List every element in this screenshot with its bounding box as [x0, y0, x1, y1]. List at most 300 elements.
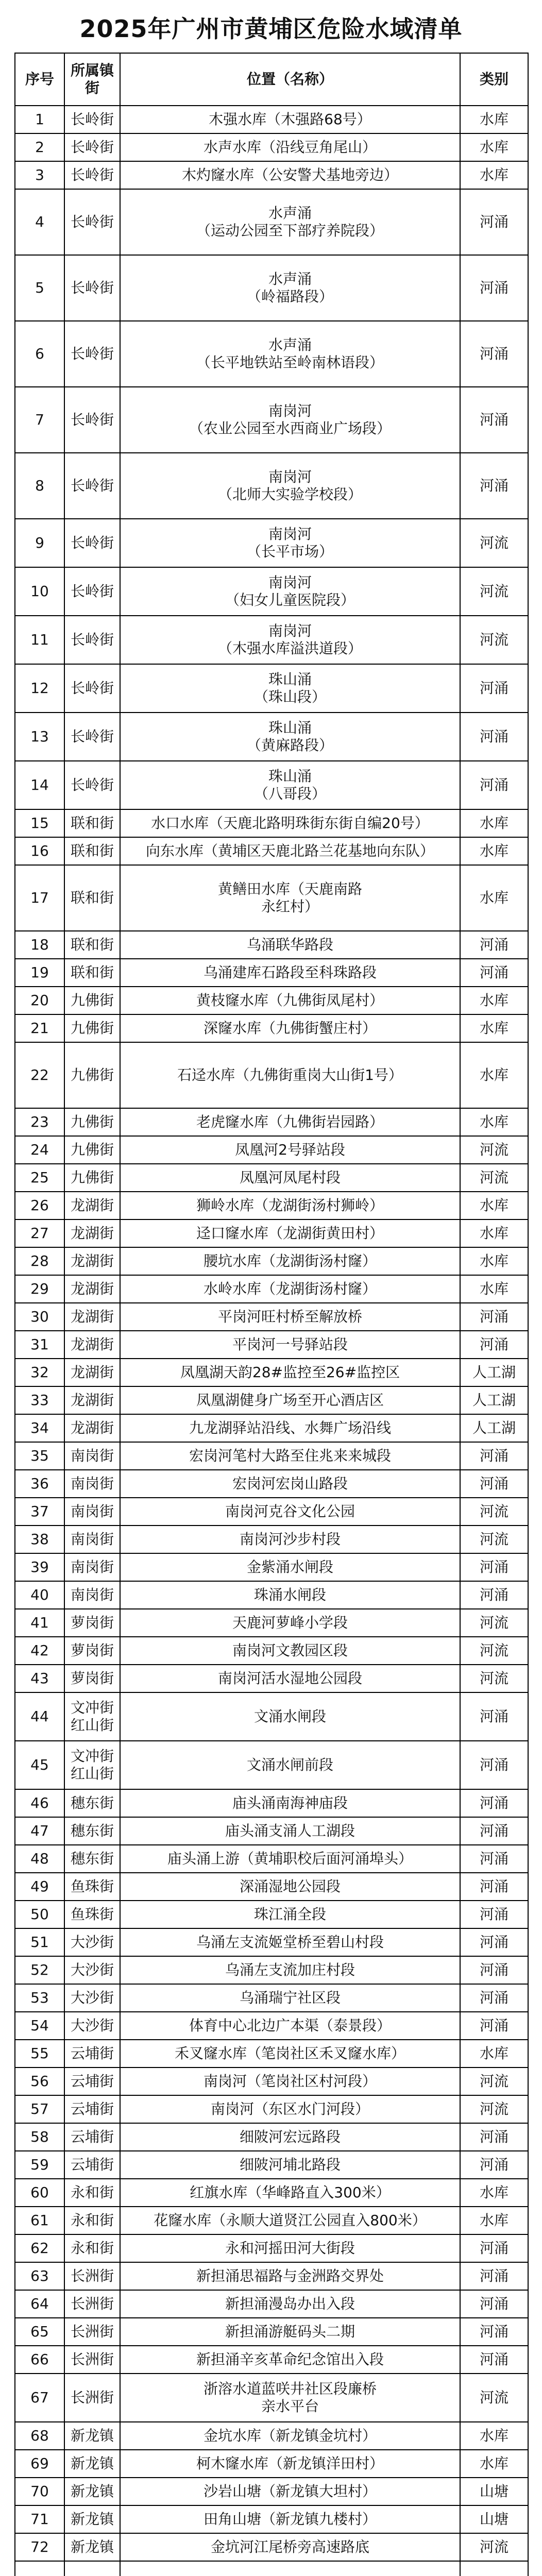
cell-position: [120, 2561, 460, 2576]
cell-category: 河涌: [460, 1956, 528, 1984]
cell-no: 64: [15, 2290, 64, 2318]
table-row: [15, 1741, 528, 1789]
cell-street: 龙湖街: [64, 1414, 120, 1442]
cell-position: 木灼窿水库（公安警犬基地旁边）: [120, 161, 460, 189]
table-row: [15, 809, 528, 837]
cell-category: 河涌: [460, 255, 528, 321]
table-row: [15, 865, 528, 931]
cell-position: 老虎窿水库（九佛街岩园路）: [120, 1108, 460, 1136]
cell-category: 水库: [460, 1192, 528, 1219]
table-row: [15, 2067, 528, 2095]
cell-category: 河涌: [460, 713, 528, 761]
cell-category: 水库: [460, 161, 528, 189]
cell-no: 60: [15, 2179, 64, 2207]
cell-street: 永和街: [64, 2179, 120, 2207]
cell-street: 九佛街: [64, 1108, 120, 1136]
cell-no: 35: [15, 1442, 64, 1470]
cell-street: 穗东街: [64, 1817, 120, 1845]
table-row: [15, 1386, 528, 1414]
table-row: [15, 1470, 528, 1498]
cell-position: 南岗河（笔岗社区村河段）: [120, 2067, 460, 2095]
cell-no: 47: [15, 1817, 64, 1845]
table-row: [15, 2374, 528, 2422]
cell-street: 云埔街: [64, 2040, 120, 2067]
table-row: [15, 1637, 528, 1665]
cell-no: 49: [15, 1873, 64, 1901]
table-row: [15, 255, 528, 321]
cell-no: 43: [15, 1665, 64, 1692]
table-row: [15, 1526, 528, 1553]
table-row: [15, 2478, 528, 2505]
cell-position: 南岗河 （北师大实验学校段）: [120, 453, 460, 519]
table-row: [15, 1275, 528, 1303]
table-row: [15, 1192, 528, 1219]
water-area-table: [14, 53, 529, 2576]
cell-no: 41: [15, 1609, 64, 1637]
cell-category: 河涌: [460, 1845, 528, 1873]
table-row: [15, 2290, 528, 2318]
cell-no: 8: [15, 453, 64, 519]
cell-category: 河涌: [460, 1303, 528, 1331]
cell-street: 长岭街: [64, 321, 120, 387]
header-street: 所属镇街: [64, 53, 120, 106]
cell-street: 联和街: [64, 865, 120, 931]
cell-category: 河流: [460, 2374, 528, 2422]
cell-street: 龙湖街: [64, 1359, 120, 1386]
table-row: [15, 519, 528, 567]
cell-no: 32: [15, 1359, 64, 1386]
cell-category: 河涌: [460, 2346, 528, 2374]
table-row: [15, 2422, 528, 2450]
table-row: [15, 761, 528, 809]
cell-no: 54: [15, 2012, 64, 2040]
table-row: [15, 1817, 528, 1845]
cell-category: 河涌: [460, 1470, 528, 1498]
cell-street: 龙湖街: [64, 1331, 120, 1359]
cell-no: 45: [15, 1741, 64, 1789]
table-row: [15, 2450, 528, 2478]
cell-position: 庙头涌南海神庙段: [120, 1789, 460, 1817]
cell-street: 长岭街: [64, 189, 120, 255]
cell-category: 河流: [460, 1498, 528, 1526]
cell-category: 水库: [460, 2450, 528, 2478]
cell-no: 33: [15, 1386, 64, 1414]
table-row: [15, 1928, 528, 1956]
cell-street: 长岭街: [64, 664, 120, 713]
cell-no: 29: [15, 1275, 64, 1303]
cell-category: 人工湖: [460, 1414, 528, 1442]
cell-position: 沙岩山塘（新龙镇大坦村）: [120, 2478, 460, 2505]
cell-position: 向东水库（黄埔区天鹿北路兰花基地向东队）: [120, 837, 460, 865]
cell-category: 水库: [460, 2040, 528, 2067]
header-no: 序号: [15, 53, 64, 106]
cell-street: 龙湖街: [64, 1219, 120, 1247]
cell-no: 44: [15, 1692, 64, 1741]
cell-position: 木强水库（木强路68号）: [120, 106, 460, 133]
table-row: [15, 2095, 528, 2123]
cell-position: 田角山塘（新龙镇九楼村）: [120, 2505, 460, 2533]
cell-position: 乌涌瑞宁社区段: [120, 1984, 460, 2012]
cell-no: 18: [15, 931, 64, 959]
cell-position: 水声水库（沿线豆角尾山）: [120, 133, 460, 161]
cell-no: 12: [15, 664, 64, 713]
table-row: [15, 1984, 528, 2012]
table-row: [15, 133, 528, 161]
cell-street: 大沙街: [64, 2012, 120, 2040]
cell-street: 长洲街: [64, 2262, 120, 2290]
cell-category: 河涌: [460, 1741, 528, 1789]
cell-position: 乌涌左支流姬堂桥至碧山村段: [120, 1928, 460, 1956]
cell-position: 新担涌漫岛办出入段: [120, 2290, 460, 2318]
cell-position: 凤凰河2号驿站段: [120, 1136, 460, 1164]
table-row: [15, 1359, 528, 1386]
cell-no: 67: [15, 2374, 64, 2422]
cell-no: 7: [15, 387, 64, 453]
table-row: [15, 2123, 528, 2151]
cell-category: 水库: [460, 2179, 528, 2207]
cell-no: 62: [15, 2234, 64, 2262]
table-row: [15, 1845, 528, 1873]
cell-no: 28: [15, 1247, 64, 1275]
table-row: [15, 1108, 528, 1136]
cell-street: 南岗街: [64, 1470, 120, 1498]
table-row: [15, 2346, 528, 2374]
cell-no: 24: [15, 1136, 64, 1164]
cell-no: 39: [15, 1553, 64, 1581]
table-row: [15, 1164, 528, 1192]
cell-no: 4: [15, 189, 64, 255]
cell-no: 2: [15, 133, 64, 161]
cell-street: 文冲街 红山街: [64, 1692, 120, 1741]
table-row: [15, 1331, 528, 1359]
cell-street: 长岭街: [64, 106, 120, 133]
cell-street: 大沙街: [64, 1984, 120, 2012]
cell-street: 新龙镇: [64, 2505, 120, 2533]
cell-no: 65: [15, 2318, 64, 2346]
cell-category: 水库: [460, 1108, 528, 1136]
cell-category: 山塘: [460, 2505, 528, 2533]
cell-category: [460, 2561, 528, 2576]
cell-street: 大沙街: [64, 1956, 120, 1984]
cell-category: 河流: [460, 2067, 528, 2095]
cell-position: 水声涌 （长平地铁站至岭南林语段）: [120, 321, 460, 387]
table-row: [15, 987, 528, 1014]
table-row: [15, 1956, 528, 1984]
table-row: [15, 2318, 528, 2346]
cell-no: 11: [15, 616, 64, 664]
table-row: [15, 567, 528, 616]
cell-no: 53: [15, 1984, 64, 2012]
cell-category: 河涌: [460, 2318, 528, 2346]
cell-position: 体育中心北边广本渠（泰景段）: [120, 2012, 460, 2040]
cell-street: 云埔街: [64, 2151, 120, 2179]
cell-category: 水库: [460, 1275, 528, 1303]
table-row: [15, 2012, 528, 2040]
cell-category: 河流: [460, 1665, 528, 1692]
cell-no: 59: [15, 2151, 64, 2179]
cell-category: 河流: [460, 1136, 528, 1164]
cell-street: 联和街: [64, 931, 120, 959]
cell-position: 新担涌思福路与金洲路交界处: [120, 2262, 460, 2290]
table-row: [15, 1136, 528, 1164]
cell-street: 龙湖街: [64, 1192, 120, 1219]
table-row: [15, 1581, 528, 1609]
cell-street: 南岗街: [64, 1498, 120, 1526]
table-row: [15, 959, 528, 987]
cell-street: 九佛街: [64, 1136, 120, 1164]
table-row: [15, 106, 528, 133]
cell-position: 细陂河埔北路段: [120, 2151, 460, 2179]
cell-position: 庙头涌上游（黄埔职校后面河涌埠头）: [120, 1845, 460, 1873]
cell-no: 46: [15, 1789, 64, 1817]
table-row: [15, 1442, 528, 1470]
cell-position: 红旗水库（华峰路直入300米）: [120, 2179, 460, 2207]
cell-street: 新龙镇: [64, 2478, 120, 2505]
table-row: [15, 713, 528, 761]
cell-position: 水声涌 （岭福路段）: [120, 255, 460, 321]
cell-no: 70: [15, 2478, 64, 2505]
cell-category: 河涌: [460, 2123, 528, 2151]
cell-category: 河涌: [460, 321, 528, 387]
header-position: 位置（名称）: [120, 53, 460, 106]
cell-no: 38: [15, 1526, 64, 1553]
cell-position: 南岗河沙步村段: [120, 1526, 460, 1553]
cell-position: 金紫涌水闸段: [120, 1553, 460, 1581]
cell-street: 永和街: [64, 2207, 120, 2234]
cell-no: 56: [15, 2067, 64, 2095]
cell-street: 联和街: [64, 837, 120, 865]
cell-position: 浙溶水道蓝咲井社区段廉桥 亲水平台: [120, 2374, 460, 2422]
cell-position: 新担涌辛亥革命纪念馆出入段: [120, 2346, 460, 2374]
cell-no: 42: [15, 1637, 64, 1665]
cell-street: 鱼珠街: [64, 1901, 120, 1928]
cell-street: 新龙镇: [64, 2450, 120, 2478]
cell-position: 南岗河文教园区段: [120, 1637, 460, 1665]
table-row: [15, 1665, 528, 1692]
cell-category: 河涌: [460, 931, 528, 959]
cell-position: 凤凰湖健身广场至开心酒店区: [120, 1386, 460, 1414]
cell-street: 长洲街: [64, 2374, 120, 2422]
cell-category: 水库: [460, 809, 528, 837]
table-header-row: [15, 53, 528, 106]
cell-category: 河涌: [460, 2234, 528, 2262]
cell-no: 27: [15, 1219, 64, 1247]
cell-no: 68: [15, 2422, 64, 2450]
cell-street: 萝岗街: [64, 1637, 120, 1665]
cell-no: 57: [15, 2095, 64, 2123]
cell-category: 河流: [460, 567, 528, 616]
table-row: [15, 2533, 528, 2561]
cell-position: 乌涌联华路段: [120, 931, 460, 959]
cell-category: 河流: [460, 519, 528, 567]
cell-category: 人工湖: [460, 1386, 528, 1414]
cell-street: 长岭街: [64, 713, 120, 761]
cell-position: 金坑水库（新龙镇金坑村）: [120, 2422, 460, 2450]
cell-position: 深涌湿地公园段: [120, 1873, 460, 1901]
cell-category: 水库: [460, 1247, 528, 1275]
cell-position: 柯木窿水库（新龙镇洋田村）: [120, 2450, 460, 2478]
cell-no: 23: [15, 1108, 64, 1136]
cell-street: 文冲街 红山街: [64, 1741, 120, 1789]
cell-position: 南岗河活水湿地公园段: [120, 1665, 460, 1692]
table-row: [15, 837, 528, 865]
header-category: 类别: [460, 53, 528, 106]
cell-street: 长岭街: [64, 761, 120, 809]
cell-category: 河流: [460, 2095, 528, 2123]
table-row: [15, 931, 528, 959]
cell-no: 21: [15, 1014, 64, 1042]
cell-position: 文涌水闸前段: [120, 1741, 460, 1789]
cell-category: 河流: [460, 1637, 528, 1665]
table-row: [15, 2262, 528, 2290]
cell-category: 山塘: [460, 2478, 528, 2505]
cell-street: 长洲街: [64, 2318, 120, 2346]
cell-no: 31: [15, 1331, 64, 1359]
cell-position: 平岗河一号驿站段: [120, 1331, 460, 1359]
cell-street: 长岭街: [64, 453, 120, 519]
cell-category: 河流: [460, 1526, 528, 1553]
cell-no: 40: [15, 1581, 64, 1609]
cell-position: 南岗河 （农业公园至水西商业广场段）: [120, 387, 460, 453]
cell-position: 庙头涌支涌人工湖段: [120, 1817, 460, 1845]
table-row: [15, 387, 528, 453]
cell-street: 大沙街: [64, 1928, 120, 1956]
cell-no: 66: [15, 2346, 64, 2374]
table-row: [15, 321, 528, 387]
cell-position: 黄鳝田水库（天鹿南路 永红村）: [120, 865, 460, 931]
table-row: [15, 1414, 528, 1442]
cell-street: 龙湖街: [64, 1275, 120, 1303]
table-row: [15, 1498, 528, 1526]
cell-no: 37: [15, 1498, 64, 1526]
cell-no: 17: [15, 865, 64, 931]
cell-street: 南岗街: [64, 1442, 120, 1470]
table-row: [15, 1692, 528, 1741]
cell-category: 河涌: [460, 664, 528, 713]
cell-position: 水岭水库（龙湖街汤村窿）: [120, 1275, 460, 1303]
cell-no: 55: [15, 2040, 64, 2067]
cell-street: 永和街: [64, 2234, 120, 2262]
cell-street: 萝岗街: [64, 1609, 120, 1637]
cell-category: 水库: [460, 987, 528, 1014]
cell-position: 南岗河（东区水门河段）: [120, 2095, 460, 2123]
cell-position: 水口水库（天鹿北路明珠街东街自编20号）: [120, 809, 460, 837]
cell-street: [64, 2561, 120, 2576]
cell-no: 9: [15, 519, 64, 567]
cell-position: 乌涌左支流加庄村段: [120, 1956, 460, 1984]
cell-street: 九佛街: [64, 1164, 120, 1192]
cell-category: 河流: [460, 616, 528, 664]
cell-no: 25: [15, 1164, 64, 1192]
cell-category: 水库: [460, 865, 528, 931]
cell-position: 花窿水库（永顺大道贤江公园直入800米）: [120, 2207, 460, 2234]
cell-no: 13: [15, 713, 64, 761]
table-row: [15, 1303, 528, 1331]
cell-category: 河涌: [460, 2151, 528, 2179]
cell-street: 长岭街: [64, 616, 120, 664]
cell-street: 鱼珠街: [64, 1873, 120, 1901]
cell-category: 人工湖: [460, 1359, 528, 1386]
cell-position: 石迳水库（九佛街重岗大山街1号）: [120, 1042, 460, 1108]
table-row: [15, 664, 528, 713]
cell-position: 迳口窿水库（龙湖街黄田村）: [120, 1219, 460, 1247]
cell-no: 58: [15, 2123, 64, 2151]
cell-position: 新担涌游艇码头二期: [120, 2318, 460, 2346]
cell-street: 萝岗街: [64, 1665, 120, 1692]
cell-position: 南岗河 （长平市场）: [120, 519, 460, 567]
cell-category: 河涌: [460, 189, 528, 255]
cell-street: 穗东街: [64, 1789, 120, 1817]
cell-category: 河涌: [460, 1901, 528, 1928]
table-row: [15, 2207, 528, 2234]
cell-position: 宏岗河宏岗山路段: [120, 1470, 460, 1498]
cell-position: 珠江涌全段: [120, 1901, 460, 1928]
cell-street: 九佛街: [64, 1014, 120, 1042]
cell-no: 16: [15, 837, 64, 865]
cell-street: 长洲街: [64, 2346, 120, 2374]
cell-no: 69: [15, 2450, 64, 2478]
cell-no: 50: [15, 1901, 64, 1928]
cell-category: 水库: [460, 1042, 528, 1108]
table-row: [15, 2561, 528, 2576]
cell-category: 河涌: [460, 1581, 528, 1609]
cell-street: 联和街: [64, 959, 120, 987]
table-row: [15, 1553, 528, 1581]
cell-no: 1: [15, 106, 64, 133]
cell-street: 龙湖街: [64, 1303, 120, 1331]
cell-category: 河流: [460, 2533, 528, 2561]
table-row: [15, 1789, 528, 1817]
cell-street: 长岭街: [64, 387, 120, 453]
cell-position: 珠山涌 （黄麻路段）: [120, 713, 460, 761]
cell-position: 文涌水闸段: [120, 1692, 460, 1741]
cell-category: 河涌: [460, 387, 528, 453]
cell-no: 5: [15, 255, 64, 321]
cell-no: 71: [15, 2505, 64, 2533]
cell-position: 天鹿河萝峰小学段: [120, 1609, 460, 1637]
cell-street: 南岗街: [64, 1526, 120, 1553]
table-body: [15, 106, 528, 2576]
cell-position: 南岗河克谷文化公园: [120, 1498, 460, 1526]
cell-category: 河涌: [460, 2012, 528, 2040]
cell-position: 黄枝窿水库（九佛街凤尾村）: [120, 987, 460, 1014]
cell-category: 河涌: [460, 1789, 528, 1817]
cell-no: 61: [15, 2207, 64, 2234]
cell-street: 南岗街: [64, 1581, 120, 1609]
cell-category: 河涌: [460, 959, 528, 987]
cell-no: 63: [15, 2262, 64, 2290]
cell-category: 河涌: [460, 761, 528, 809]
cell-category: 河涌: [460, 1928, 528, 1956]
cell-no: 72: [15, 2533, 64, 2561]
cell-no: 6: [15, 321, 64, 387]
table-row: [15, 2234, 528, 2262]
cell-position: 凤凰河凤尾村段: [120, 1164, 460, 1192]
cell-position: 深窿水库（九佛街蟹庄村）: [120, 1014, 460, 1042]
cell-position: 狮岭水库（龙湖街汤村狮岭）: [120, 1192, 460, 1219]
cell-street: 南岗街: [64, 1553, 120, 1581]
cell-position: 珠山涌 （八哥段）: [120, 761, 460, 809]
cell-category: 水库: [460, 2207, 528, 2234]
cell-no: 34: [15, 1414, 64, 1442]
cell-no: 19: [15, 959, 64, 987]
table-row: [15, 2040, 528, 2067]
cell-no: 26: [15, 1192, 64, 1219]
cell-category: 河涌: [460, 1984, 528, 2012]
cell-position: 南岗河 （木强水库溢洪道段）: [120, 616, 460, 664]
cell-category: 河涌: [460, 1817, 528, 1845]
cell-position: 宏岗河笔村大路至住兆来来城段: [120, 1442, 460, 1470]
